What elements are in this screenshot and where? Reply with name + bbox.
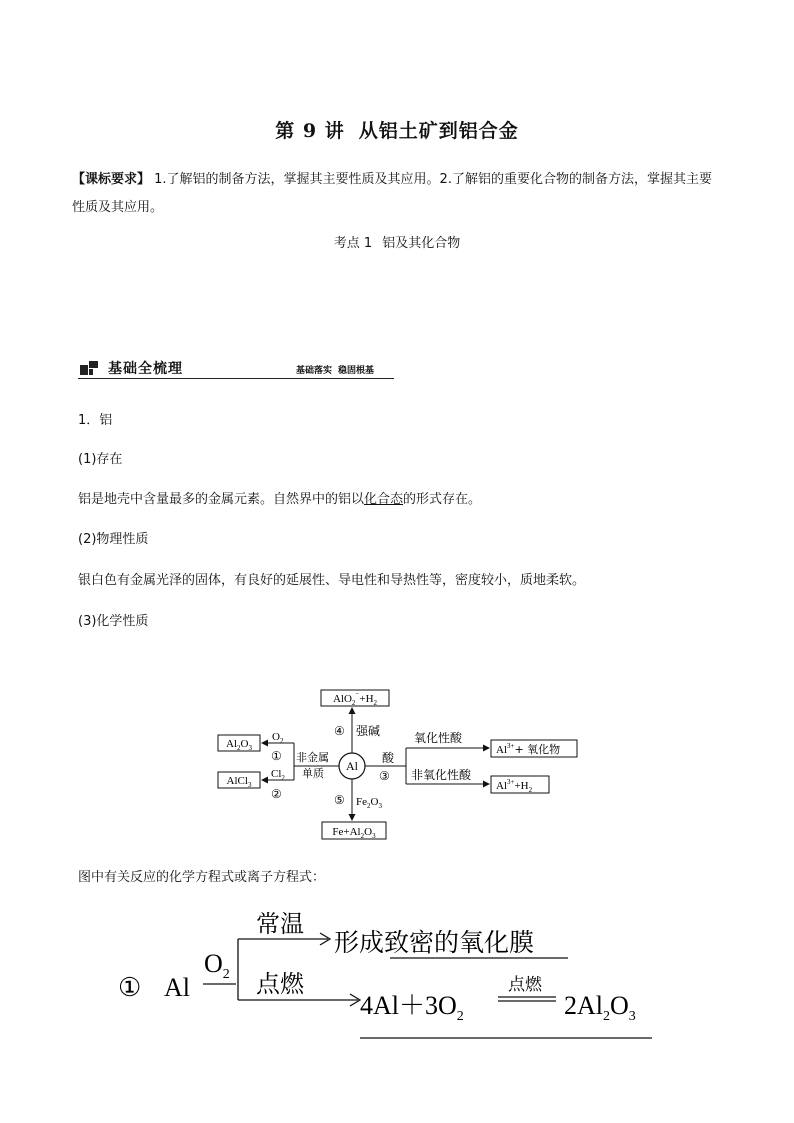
heading-aluminum: 1．铝: [78, 413, 113, 428]
eq-right: $2Al_2O_3$: [564, 991, 636, 1024]
underlined-answer: 化合态: [364, 492, 404, 507]
left-top-reagent: $O_2$: [272, 731, 284, 745]
right-bottom-label: 非氧化性酸: [411, 768, 472, 782]
section-block-icon: [80, 361, 98, 375]
right-label: 酸: [382, 751, 395, 765]
equation-1: [110, 906, 670, 1046]
eq-branch1-result: 形成致密的氧化膜: [334, 928, 535, 957]
top-label: 强碱: [356, 724, 381, 738]
right-top-label: 氧化性酸: [414, 731, 463, 745]
heading-chemical: (3)化学性质: [78, 614, 149, 629]
heading-physical: (2)物理性质: [78, 532, 149, 547]
left-label-2: 单质: [302, 767, 324, 780]
eq-branch1-condition: 常温: [256, 910, 304, 938]
section-title: 基础全梳理: [108, 361, 183, 377]
bottom-number: ⑤: [334, 793, 345, 807]
eq-number: ①: [118, 973, 142, 1002]
heading-existence: (1)存在: [78, 452, 123, 467]
left-bottom-text: AlCl$_3$: [226, 775, 252, 789]
section-subtitle: 基础落实 稳固根基: [296, 366, 375, 376]
lecture-number: 第 9 讲: [275, 120, 345, 142]
requirements-text: 1.了解铝的制备方法，掌握其主要性质及其应用。2.了解铝的重要化合物的制备方法，掌握其主要性质及其应用。: [72, 172, 712, 215]
aluminum-reaction-diagram: [210, 686, 590, 846]
kaodian-name: 铝及其化合物: [382, 236, 461, 251]
eq-reagent: $O_2$: [204, 949, 230, 982]
top-product-text: $AlO_2^-+H_2$: [332, 690, 378, 707]
top-number: ④: [334, 724, 345, 738]
bottom-product-text: $Fe+Al_2O_3$: [332, 826, 376, 840]
right-bottom-text: $Al^{3+}+H_2$: [496, 778, 533, 794]
paragraph-physical: 银白色有金属光泽的固体，有良好的延展性、导电性和导热性等，密度较小，质地柔软。: [78, 573, 586, 588]
kaodian-label: 考点 1: [333, 236, 373, 251]
eq-branch2-condition: 点燃: [256, 970, 304, 998]
center-al: Al: [346, 759, 358, 773]
left-top-text: $Al_2O_3$: [226, 738, 252, 752]
equation-intro: 图中有关反应的化学方程式或离子方程式：: [78, 870, 326, 885]
right-top-text: $Al^{3+}+$ 氧化物: [496, 742, 561, 756]
page-title: [0, 116, 794, 143]
left-number-1: ①: [271, 749, 282, 763]
left-number-2: ②: [271, 787, 282, 801]
left-label-1: 非金属: [296, 751, 329, 764]
course-requirements: [72, 166, 722, 222]
eq-reactant: Al: [164, 973, 190, 1002]
bottom-reagent: $Fe_2O_3$: [356, 796, 382, 810]
requirements-label: 【课标要求】: [72, 172, 151, 187]
right-number: ③: [379, 769, 390, 783]
paragraph-existence: 铝是地壳中含量最多的金属元素。自然界中的铝以化合态的形式存在。: [78, 492, 482, 507]
kaodian-heading: [0, 232, 794, 251]
left-bottom-reagent: $Cl_2$: [271, 768, 285, 782]
lecture-topic: 从铝土矿到铝合金: [358, 120, 519, 142]
eq-left: $4Al+3O_2$: [360, 991, 464, 1024]
section-header: [78, 358, 394, 379]
eq-condition: 点燃: [508, 975, 542, 995]
